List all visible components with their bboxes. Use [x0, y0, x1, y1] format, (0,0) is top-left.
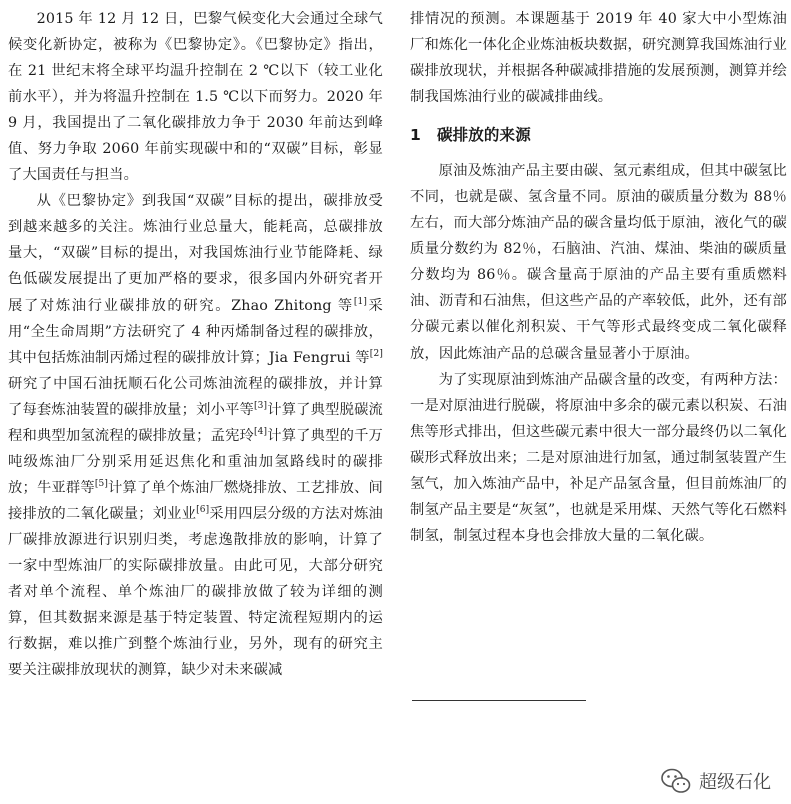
citation-ref-3[interactable]: [3] [254, 400, 268, 411]
citation-ref-6[interactable]: [6] [196, 505, 210, 516]
section-number: 1 [410, 126, 421, 145]
section-title: 碳排放的来源 [436, 126, 531, 145]
section-heading [410, 122, 787, 148]
wechat-icon [661, 768, 691, 794]
watermark-text: 超级石化 [699, 772, 771, 793]
left-column [8, 6, 383, 683]
citation-ref-1[interactable]: [1] [353, 296, 368, 307]
intro-paragraph: 2015 年 12 月 12 日，巴黎气候变化大会通过全球气候变化新协定，被称为《巴黎协定》。《巴黎协定》指出，在 21 世纪末将全球平均温升控制在 2 ℃以下（较工业化前水平），并为将温升控制在 1.5 ℃以下而努力。2020 年 9 月，我国提出了二氧化碳排放力争于 2030 年前达到峰值、努力争取 2060 年前实现碳中和的“双碳”目标，彰显了大国责任与担当。 [8, 11, 383, 184]
decarbonization-methods-paragraph: 为了实现原油到炼油产品碳含量的改变，有两种方法：一是对原油进行脱碳，将原油中多余的碳元素以积炭、石油焦等形式排出，但这些碳元素中很大一部分最终仍以二氧化碳形式释放出来；二是对原油进行加氢，通过制氢装置产生氢气，加入炼油产品中，补足产品氢含量，但目前炼油厂的制氢产品主要是“灰氢”，也就是采用煤、天然气等化石燃料制氢，制氢过程本身也会排放大量的二氧化碳。 [410, 371, 787, 544]
footnote-divider [412, 700, 586, 701]
watermark [661, 766, 771, 796]
right-column [410, 6, 787, 549]
citation-ref-5[interactable]: [5] [94, 479, 109, 490]
literature-review-paragraph: 从《巴黎协定》到我国“双碳”目标的提出，碳排放受到越来越多的关注。炼油行业总量大，能耗高，总碳排放量大，“双碳”目标的提出，对我国炼油行业节能降耗、绿色低碳发展提出了更加严格的要求，很多国内外研究者开展了对炼油行业碳排放的研究。Zhao Zhitong 等[1]采用“全生命周期”方法研究了 4 种丙烯制备过程的碳排放，其中包括炼油制丙烯过程的碳排放计算；Jia Fengrui 等[2]研究了中国石油抚顺石化公司炼油流程的碳排放，并计算了每套炼油装置的碳排放量；刘小平等[3]计算了典型脱碳流程和典型加氢流程的碳排放量；孟宪玲[4]计算了典型的千万吨级炼油厂分别采用延迟焦化和重油加氢路线时的碳排放；牛亚群等[5]计算了单个炼油厂燃烧排放、工艺排放、间接排放的二氧化碳量；刘业业[6]采用四层分级的方法对炼油厂碳排放源进行识别归类，考虑逸散排放的影响，计算了一家中型炼油厂的实际碳排放量。由此可见，大部分研究者对单个流程、单个炼油厂的碳排放做了较为详细的测算，但其数据来源是基于特定装置、特定流程短期内的运行数据，难以推广到整个炼油行业，另外，现有的研究主要关注碳排放现状的测算，缺少对未来碳减 [8, 193, 383, 679]
literature-review-continuation: 排情况的预测。本课题基于 2019 年 40 家大中小型炼油厂和炼化一体化企业炼油板块数据，研究测算我国炼油行业碳排放现状，并根据各种碳减排措施的发展预测，测算并绘制我国炼油行业的碳减排曲线。 [410, 11, 787, 106]
citation-ref-2[interactable]: [2] [369, 348, 383, 359]
carbon-content-paragraph: 原油及炼油产品主要由碳、氢元素组成，但其中碳氢比不同，也就是碳、氢含量不同。原油的碳质量分数为 88％左右，而大部分炼油产品的碳含量均低于原油，液化气的碳质量分数约为 82％，石脑油、汽油、煤油、柴油的碳质量分数均为 86％。碳含量高于原油的产品主要有重质燃料油、沥青和石油焦，但这些产品的产率较低，此外，还有部分碳元素以催化剂积炭、干气等形式最终变成二氧化碳释放，因此炼油产品的总碳含量显著小于原油。 [410, 163, 787, 362]
citation-ref-4[interactable]: [4] [254, 426, 268, 437]
